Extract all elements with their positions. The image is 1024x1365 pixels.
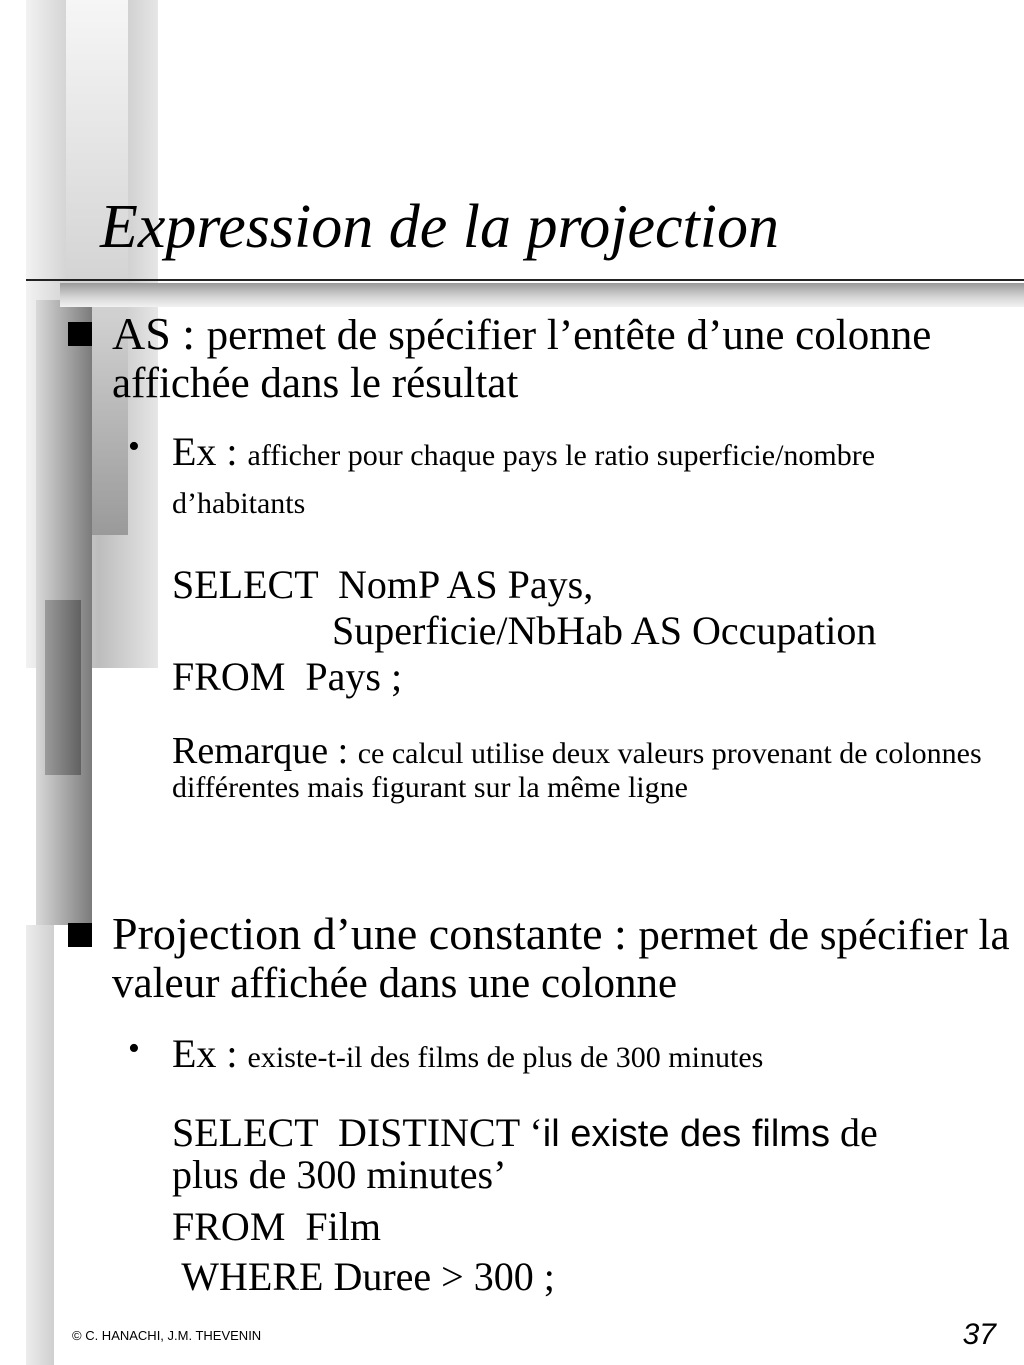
slide-title: Expression de la projection [100,193,780,261]
sql-string-literal: il existe des films [542,1113,830,1155]
bullet-lead: AS : [112,308,207,359]
bullet-text: permet de spécifier la valeur affichée dans une colonne [112,912,1010,1007]
example-text: afficher pour chaque pays le ratio superficie/nombre d’habitants [172,439,876,520]
sql-code-line: FROM Film [172,1204,381,1249]
sql-code-line: plus de 300 minutes’ [172,1152,507,1197]
bullet-text: permet de spécifier l’entête d’une colonne affichée dans le résultat [112,312,932,407]
bullet-constante [112,910,1012,1008]
example-text: existe-t-il des films de plus de 300 minutes [247,1041,764,1074]
sql-code-line: SELECT NomP AS Pays, [172,562,594,607]
remark-text: ce calcul utilise deux valeurs provenant de colonnes différentes mais figurant sur la même ligne [172,737,982,804]
copyright-footer: © C. HANACHI, J.M. THEVENIN [72,1328,262,1343]
example-constante [172,1030,1012,1082]
title-divider-shadow [60,283,1024,307]
sql-code-line: FROM Pays ; [172,654,403,699]
sql-code-line: Superficie/NbHab AS Occupation [172,608,877,653]
sql-select-prefix: SELECT DISTINCT ‘ [172,1110,543,1155]
square-bullet-icon [68,322,92,346]
bullet-as [112,310,1012,408]
example-lead: Ex : [172,1031,248,1076]
remark-lead: Remarque : [172,730,358,772]
example-lead: Ex : [172,429,248,474]
decor-bar [26,925,54,1365]
sql-code-line [172,1110,1012,1157]
square-bullet-icon [68,923,92,947]
bullet-lead: Projection d’une constante : [112,908,639,959]
decor-bar [45,600,81,775]
page-number: 37 [962,1318,996,1351]
sql-select-suffix: de [829,1110,878,1155]
title-divider [26,279,1024,281]
remark [172,730,1012,805]
round-bullet-icon: • [128,1030,140,1067]
example-as [172,428,1012,528]
round-bullet-icon: • [128,428,140,465]
sql-code-line: WHERE Duree > 300 ; [172,1254,555,1299]
